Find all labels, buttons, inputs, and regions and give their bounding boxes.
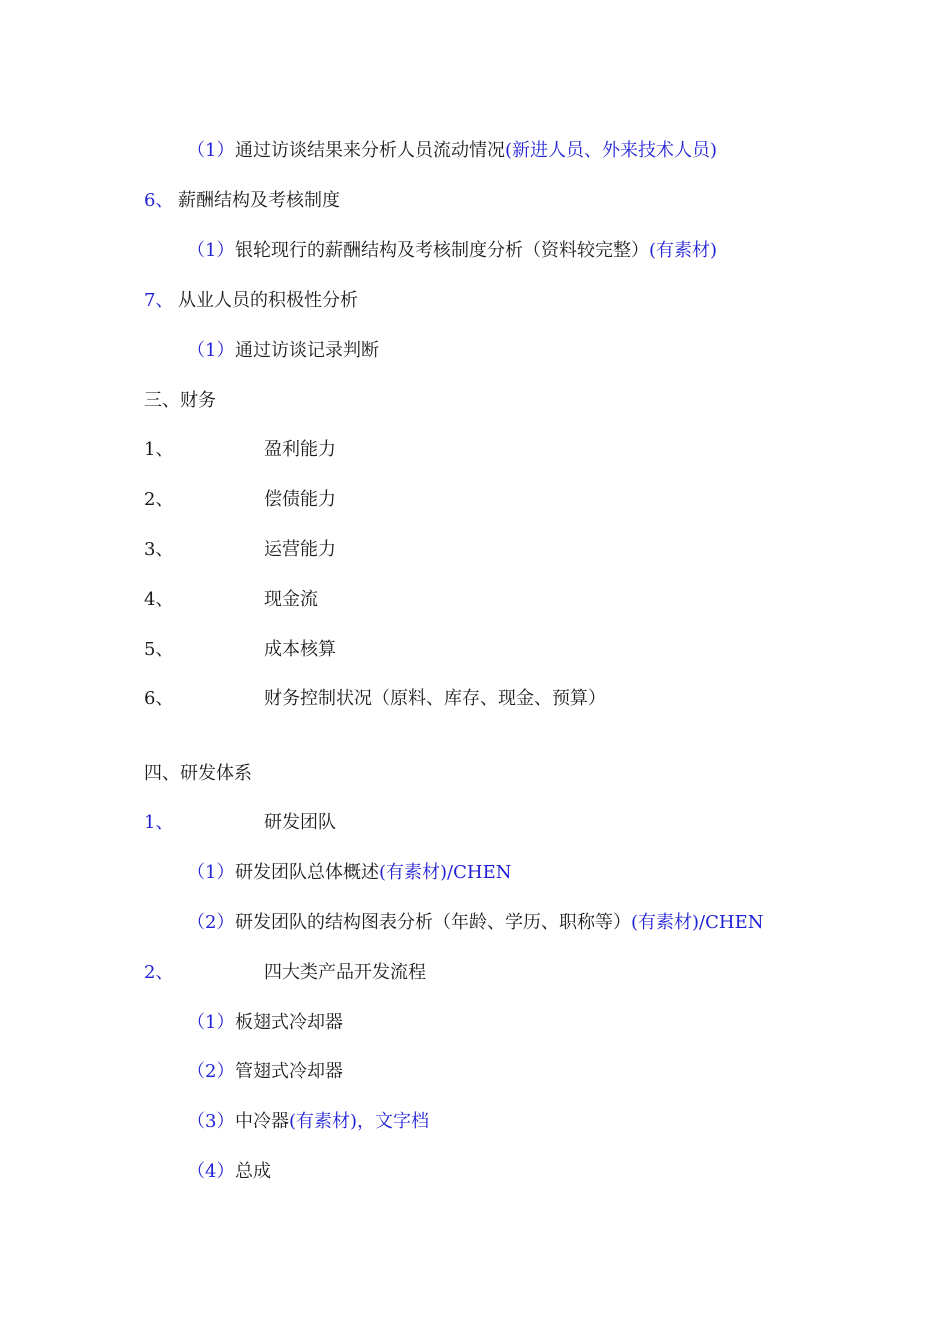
item-number: （2）: [187, 1061, 235, 1082]
item-text: 研发团队的结构图表分析（年龄、学历、职称等）(有素材)/CHEN: [235, 912, 764, 933]
item-number: 3、: [144, 539, 174, 560]
item-number: （1）: [187, 340, 235, 361]
item-number: （1）: [187, 1012, 235, 1033]
item-text: 通过访谈记录判断: [235, 340, 379, 361]
item-text: 成本核算: [264, 639, 336, 660]
item-text: 偿债能力: [264, 489, 336, 510]
item-text: 银轮现行的薪酬结构及考核制度分析（资料较完整）(有素材): [235, 240, 718, 261]
item-text: 从业人员的积极性分析: [178, 290, 358, 311]
item-text: 盈利能力: [264, 439, 336, 460]
item-number: 2、: [144, 962, 174, 983]
item-number: （3）: [187, 1111, 235, 1132]
item-number: （2）: [187, 912, 235, 933]
item-text: 管翅式冷却器: [235, 1061, 343, 1082]
item-text: 现金流: [264, 589, 318, 610]
item-note: (新进人员、外来技术人员): [505, 140, 718, 161]
item-number: （4）: [187, 1161, 235, 1182]
item-text: 运营能力: [264, 539, 336, 560]
item-text: 中冷器(有素材)，文字档: [235, 1111, 430, 1132]
item-number: 6、: [144, 688, 174, 709]
item-text: 研发团队总体概述(有素材)/CHEN: [235, 862, 512, 883]
section-title: 四、研发体系: [144, 763, 252, 784]
item-note: (有素材)/CHEN: [379, 862, 512, 883]
item-number: 4、: [144, 589, 174, 610]
item-text: 总成: [235, 1161, 271, 1182]
item-number: （1）: [187, 140, 235, 161]
item-number: （1）: [187, 862, 235, 883]
item-number: 1、: [144, 439, 174, 460]
item-note: (有素材)/CHEN: [631, 912, 764, 933]
section-title: 三、财务: [144, 390, 216, 411]
item-text: 财务控制状况（原料、库存、现金、预算）: [264, 688, 606, 709]
item-note: (有素材): [649, 240, 718, 261]
item-number: 6、: [144, 190, 174, 211]
item-text: 通过访谈结果来分析人员流动情况(新进人员、外来技术人员): [235, 140, 718, 161]
item-number: （1）: [187, 240, 235, 261]
item-text: 板翅式冷却器: [235, 1012, 343, 1033]
item-number: 5、: [144, 639, 174, 660]
item-text: 四大类产品开发流程: [264, 962, 426, 983]
item-text: 研发团队: [264, 812, 336, 833]
item-note: (有素材)，文字档: [289, 1111, 430, 1132]
item-number: 1、: [144, 812, 174, 833]
item-number: 2、: [144, 489, 174, 510]
item-text: 薪酬结构及考核制度: [178, 190, 340, 211]
item-number: 7、: [144, 290, 174, 311]
